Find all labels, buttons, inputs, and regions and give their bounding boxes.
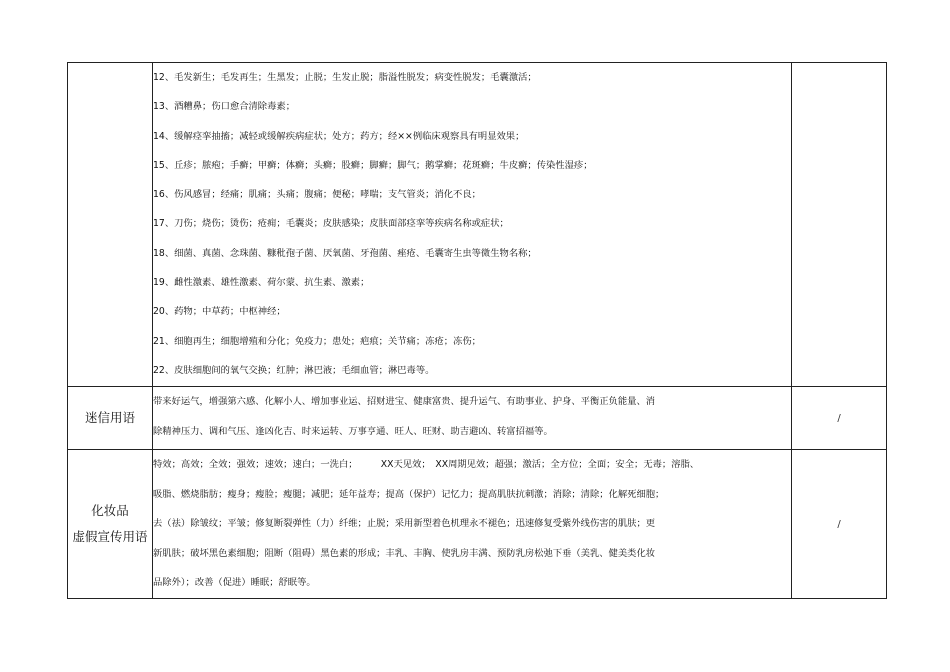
term-line: 18、细菌、真菌、念珠菌、糠秕孢子菌、厌氧菌、牙孢菌、痤疮、毛囊寄生虫等微生物名称；: [153, 247, 537, 259]
category-label-superstition: 迷信用语: [68, 387, 153, 450]
term-line: 14、缓解痉挛抽搐；减轻或缓解疾病症状；处方；药方；经××例临床观察具有明显效果；: [153, 130, 525, 142]
term-line: 特效；高效；全效；强效；速效；速白；一洗白； XX天见效； XX周期见效；超强；激活；全方位；全面；安全；无毒；溶脂、: [153, 459, 700, 470]
term-line: 吸脂、燃烧脂肪；瘦身；瘦脸；瘦腿；减肥；延年益寿；提高（保护）记忆力；提高肌肤抗刺激；消除；清除；化解死细胞；: [153, 488, 665, 500]
term-line: 21、细胞再生；细胞增殖和分化；免疫力；患处；疤痕；关节痛；冻疮；冻伤；: [153, 335, 481, 347]
term-line: 16、伤风感冒；经痛；肌痛；头痛；腹痛；便秘；哮喘；支气管炎；消化不良；: [153, 189, 481, 201]
term-line: 22、皮肤细胞间的氧气交换；红肿；淋巴液；毛细血管；淋巴毒等。: [153, 364, 435, 376]
regulation-table: [67, 62, 887, 599]
table-row-medical-terms: [68, 63, 887, 387]
term-line: 带来好运气，增强第六感、化解小人、增加事业运、招财进宝、健康富贵、提升运气、有助事业、护身、平衡正负能量、消: [153, 396, 656, 407]
terms-cell: [153, 63, 792, 387]
term-line: 19、雌性激素、雄性激素、荷尔蒙、抗生素、激素；: [153, 277, 370, 289]
term-line: 15、丘疹；脓疱；手癣；甲癣；体癣；头癣；股癣；脚癣；脚气；鹅掌癣；花斑癣；牛皮癣；传染性湿疹；: [153, 159, 593, 171]
term-line: 13、酒糟鼻；伤口愈合清除毒素；: [153, 101, 295, 113]
terms-cell: [153, 450, 792, 599]
term-line: 12、毛发新生；毛发再生；生黑发；止脱；生发止脱；脂溢性脱发；病变性脱发；毛囊激活；: [153, 72, 537, 83]
category-label-line: 化妆品: [91, 503, 129, 518]
category-label-line: 虚假宣传用语: [72, 529, 148, 544]
term-line: 去（祛）除皱纹；平皱；修复断裂弹性（力）纤维；止脱；采用新型着色机理永不褪色；迅速修复受紫外线伤害的肌肤；更: [153, 518, 656, 529]
remark-slash: /: [792, 450, 887, 599]
term-line: 新肌肤；破坏黑色素细胞；阻断（阻碍）黑色素的形成；丰乳、丰胸、使乳房丰满、预防乳房松弛下垂（美乳、健美类化妆: [153, 547, 656, 559]
remark-slash: /: [792, 387, 887, 450]
table-row-superstition: [68, 387, 887, 450]
term-line: 20、药物；中草药；中枢神经；: [153, 306, 286, 318]
term-line: 品除外）；改善（促进）睡眠；舒眠等。: [153, 577, 316, 588]
term-line: 17、刀伤；烧伤；烫伤；疮痈；毛囊炎；皮肤感染；皮肤面部痉挛等疾病名称或症状；: [153, 218, 509, 230]
remark-cell-empty: [792, 63, 887, 387]
category-label-cosmetics: [68, 450, 153, 599]
category-label-empty: [68, 63, 153, 387]
table-row-cosmetics-false-claims: [68, 450, 887, 599]
terms-cell: [153, 387, 792, 450]
term-line: 除精神压力、调和气压、逢凶化吉、时来运转、万事亨通、旺人、旺财、助吉避凶、转富招福等。: [153, 425, 553, 437]
